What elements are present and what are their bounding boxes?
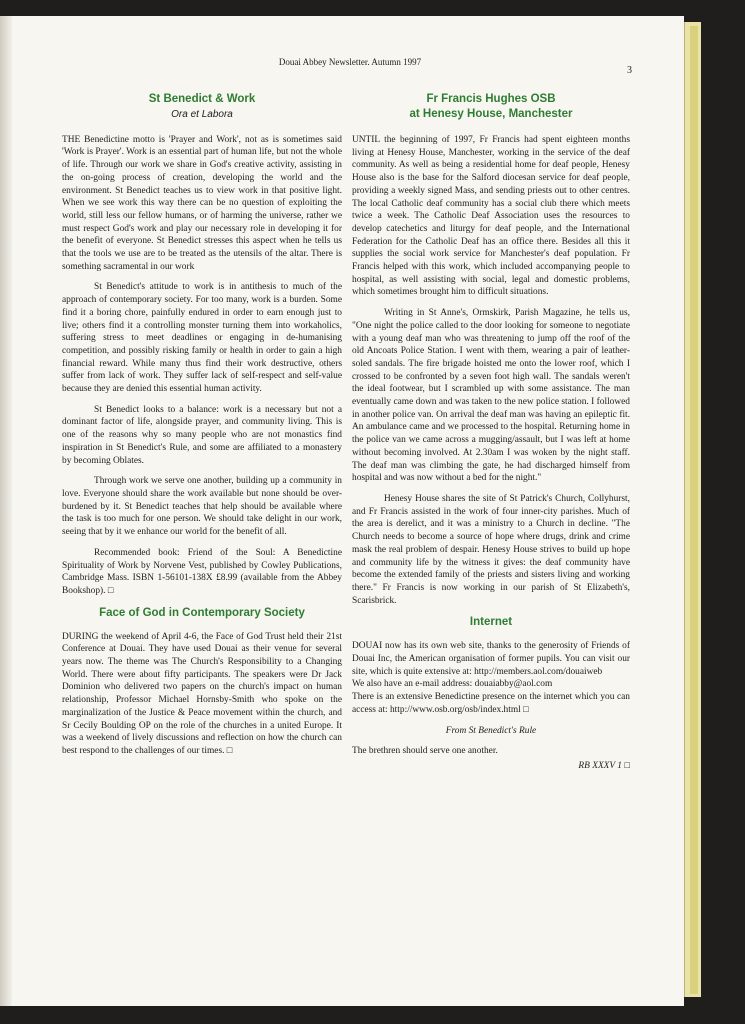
paragraph: Recommended book: Friend of the Soul: A Benedictine Spirituality of Work by Norvene Vest, published by Cowley Publications, Cambridge Mass. ISBN 1-56101-138X £8.99 (available from the Abbey Bookshop). □ [62,547,342,596]
paragraph: DURING the weekend of April 4-6, the Face of God Trust held their 21st Conference at Douai. They have used Douai as their venue for several years now. The theme was The Church's Responsibility to a Changing World. There were about fifty participants. The speakers were Dr Jack Dominion who delivered two papers on the church's impact on human relationship, Professor Michael Hornsby-Smith who spoke on the marginalization of the Justice & Peace movement within the church, and Sr Cecily Boulding OP on the role of the churches in a united Europe. It was a weekend of lively discussions and reflection on how the church can best respond to the challenges of our times. □ [62,631,342,756]
paragraph: St Benedict looks to a balance: work is a necessary but not a dominant factor of life, alongside prayer, and community living. This is one of the reasons why so many people who are not monastics find inspiration in St Benedict's Rule, and some are affiliated to a monastery by becoming Oblates. [62,404,342,466]
paragraph: There is an extensive Benedictine presence on the internet which you can access at: http://www.osb.org/osb/index.html □ [352,692,630,715]
article-title-line2: at Henesy House, Manchester [409,108,573,120]
paragraph: Through work we serve one another, building up a community in love. Everyone should share the work available but none should be over-burdened by it. St Benedict teaches that help should be available where the task is too much for one person. We should take delight in our work, seeing that by it we enhance our world for the benefit of all. [62,476,342,538]
left-column [62,92,342,766]
right-column [352,92,630,781]
page-binding [0,16,12,1006]
paragraph: We also have an e-mail address: douaiabby@aol.com [352,679,553,690]
article-title-benedict-work: St Benedict & Work [148,93,256,105]
article-subtitle: Ora et Labora [171,109,233,120]
quote: The brethren should serve one another. [352,746,498,757]
paragraph: THE Benedictine motto is 'Prayer and Work', not as is sometimes said 'Work is Prayer'. Work is an essential part of human life, but not the whole of life. Through our work we share in God's creative activity, assisting in the on-going process of creation, developing the world and the environment. St Benedict teaches us to view work in that positive light. When we see work this way there can be no question of exploiting the world, still less our fellow humans, or of harming the universe, rather we must respect God's work and play our necessary role in developing it for the benefit of everyone. St Benedict stresses this aspect when he tells us that the tools we use are to be treated as the utensils of the altar. There is something sacramental in our work [62,134,342,272]
running-header: Douai Abbey Newsletter. Autumn 1997 [278,57,422,67]
paragraph: St Benedict's attitude to work is in antithesis to much of the approach of contemporary society. For too many, work is a burden. Some find it a boring chore, painfully endured in order to earn enough just to live; others find it a controlling monster turning them into workaholics, suffering stress to meet deadlines or engaging in de-humanising competition, and possibly risking family or health in order to gain a high financial reward. While many thus find their work destructive, others suffer from lack of work. They suffer lack of self-respect and self-value because they are denied this essential human activity. [62,282,342,395]
quote-source: From St Benedict's Rule [445,725,537,736]
paragraph: UNTIL the beginning of 1997, Fr Francis had spent eighteen months living at Henesy House, Manchester, working in the service of the deaf community. As well as being a residential home for deaf people, Henesy House also is the base for the Salford diocesan service for deaf people, providing a weekly signed Mass, and sending priests out to other centres. The local Catholic deaf community has a social club there which meets twice a week. The Catholic Deaf Association uses the resources to develop catechetics and liturgy for deaf people, and the International Federation for the Catholic Deaf has an office there. Besides all this it supplies the social work service for Manchester's deaf population. Fr Francis helped with this work, which included accompanying people to hospital, as well assisting with social, legal and domestic problems, which sometimes brought him to difficult situations. [352,135,630,298]
article-title-face-of-god: Face of God in Contemporary Society [99,606,305,619]
article-title-internet: Internet [469,616,513,629]
page-edge-inner [690,26,698,994]
paragraph: Henesy House shares the site of St Patrick's Church, Collyhurst, and Fr Francis assisted in the work of four inner-city parishes. Much of the area is derelict, and it was a ministry to a Church in decline. "The Church needs to become a source of hope where drugs, drink and crime mask the real problem of despair. Henesy House strives to build up hope and community life by the witness it gives: the deaf community have become the extended family of the priests and sisters living and working there." Fr Francis is now working in our parish of St Elizabeth's, Scarisbrick. [352,493,630,606]
paragraph: DOUAI now has its own web site, thanks to the generosity of Friends of Douai Inc, the American organisation of former pupils. You can visit our site, which is quite extensive at: http://members.aol.com/douaiweb [352,641,630,677]
page-number: 3 [627,65,632,76]
rule-reference: RB XXXV 1 □ [578,760,630,771]
paragraph: Writing in St Anne's, Ormskirk, Parish Magazine, he tells us, "One night the police called to the door looking for someone to negotiate with a young deaf man who was threatening to jump off the roof of the old Ancoats Police Station. I went with them, wearing a pair of leather-soled sandals. The fire brigade hoisted me onto the lower roof, which I crossed to be confronted by a seven foot high wall. The sandals weren't the ideal footwear, but I scrambled up with some assistance. The man eventually came down and was taken to the new police station. I followed in another police van. On arrival the deaf man was having an epileptic fit. An ambulance came and we processed to the hospital. Returning home in the police van we came across a mugging/assault, but I was left at home without becoming involved. At 2.30am I was woken by the night staff. The deaf man was climbing the gate, he had discharged himself from hospital and was now without a bed for the night." [352,308,630,484]
article-title-fr-francis: Fr Francis Hughes OSB [426,93,556,105]
